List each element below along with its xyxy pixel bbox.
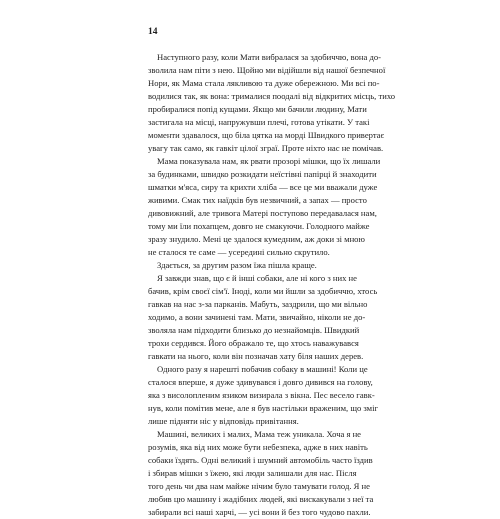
text-line: застигала на місці, напружувши плечі, готова утікати. У такі [148, 117, 370, 127]
text-line: Нори, як Мама стала лякливою та дуже обережною. Ми всі по- [148, 78, 380, 88]
text-line: за будинками, швидко розкидати неїстівні папірці й знаходити [148, 169, 377, 179]
text-line: Мама показувала нам, як рвати прозорі мішки, що їх лишали [157, 156, 381, 166]
text-line: і збирав мішки з їжею, які люди залишали для нас. Після [148, 468, 357, 478]
text-line: яка з висолопленим язиком визирала з вікна. Пес весело гавк- [148, 390, 375, 400]
text-line: сталося вперше, я дуже здивувався і довго дивився на голову, [148, 377, 373, 387]
text-line: гавкати на нього, коли він позначав хату біля наших дерев. [148, 351, 364, 361]
text-line: не сталося те саме — усередині сильно скрутило. [148, 247, 330, 257]
text-line: шматки м'яса, сиру та крихти хліба — все це ми вважали дуже [148, 182, 378, 192]
text-line: лише підняти ніс у відповідь привітання. [148, 416, 299, 426]
text-line: Я завжди знав, що є й інші собаки, але ні кого з них не [157, 273, 357, 283]
text-line: зразу знудило. Мені це здалося кумедним, аж доки зі мною [148, 234, 365, 244]
text-line: увагу так само, як гавкіт цілої зграї. Проте ніхто нас не помічав. [148, 143, 384, 153]
text-line: трохи сердився. Його ображало те, що хтось наважувався [148, 338, 359, 348]
text-line: дивовижний, але тривога Матері поступово передавалася нам, [148, 208, 377, 218]
text-line: гавкав на нас з-за парканів. Мабуть, заздрили, що ми вільно [148, 299, 368, 309]
text-line: тому ми їли похапцем, довго не смакуючи. Голодного майже [148, 221, 370, 231]
text-line: моменти здавалося, що біла цятка на морді Швидкого привертає [148, 130, 385, 140]
text-line: того день чи два нам майже нічим було тамувати голод. Я не [148, 481, 370, 491]
text-line: любив цю машину і жадібних людей, які вискакували з неї та [148, 494, 374, 504]
text-line: ходимо, а вони зачинені там. Мати, звичайно, ніколи не до- [148, 312, 366, 322]
text-line: Одного разу я нарешті побачив собаку в машині! Коли це [157, 364, 368, 374]
text-line: бачив, крім своєї сім'ї. Іноді, коли ми йшли за здобиччю, хтось [148, 286, 378, 296]
text-line: зволила нам піти з нею. Щойно ми відійшли від нашої безпечної [148, 65, 386, 75]
text-line: Здається, за другим разом їжа пішла краще. [157, 260, 317, 270]
body-text [148, 51, 396, 519]
text-line: зволяла нам підходити близько до незнайомців. Швидкий [148, 325, 360, 335]
text-line: Машині, великих і малих, Мама теж уникала. Хоча я не [157, 429, 361, 439]
text-line: забирали всі наші харчі, — усі вони й без того чудово пахли. [148, 507, 371, 517]
page-number: 14 [148, 27, 158, 37]
text-line: Наступного разу, коли Мати вибралася за здобиччю, вона до- [157, 52, 381, 62]
text-line: нув, коли помітив мене, але я був настільки враженим, що зміг [148, 403, 379, 413]
text-line: живими. Смак тих наїдків був незвичний, а запах — просто [148, 195, 367, 205]
text-line: пробиралися попід кущами. Якщо ми бачили людину, Мати [148, 104, 367, 114]
text-line: водилися так, як вона: трималися поодалі від відкритих місць, тихо [148, 91, 396, 101]
text-line: розумів, яка від них може бути небезпека, адже в них навіть [148, 442, 368, 452]
text-line: собаки їздять. Одні великий і шумний автомобіль часто їздив [148, 455, 373, 465]
